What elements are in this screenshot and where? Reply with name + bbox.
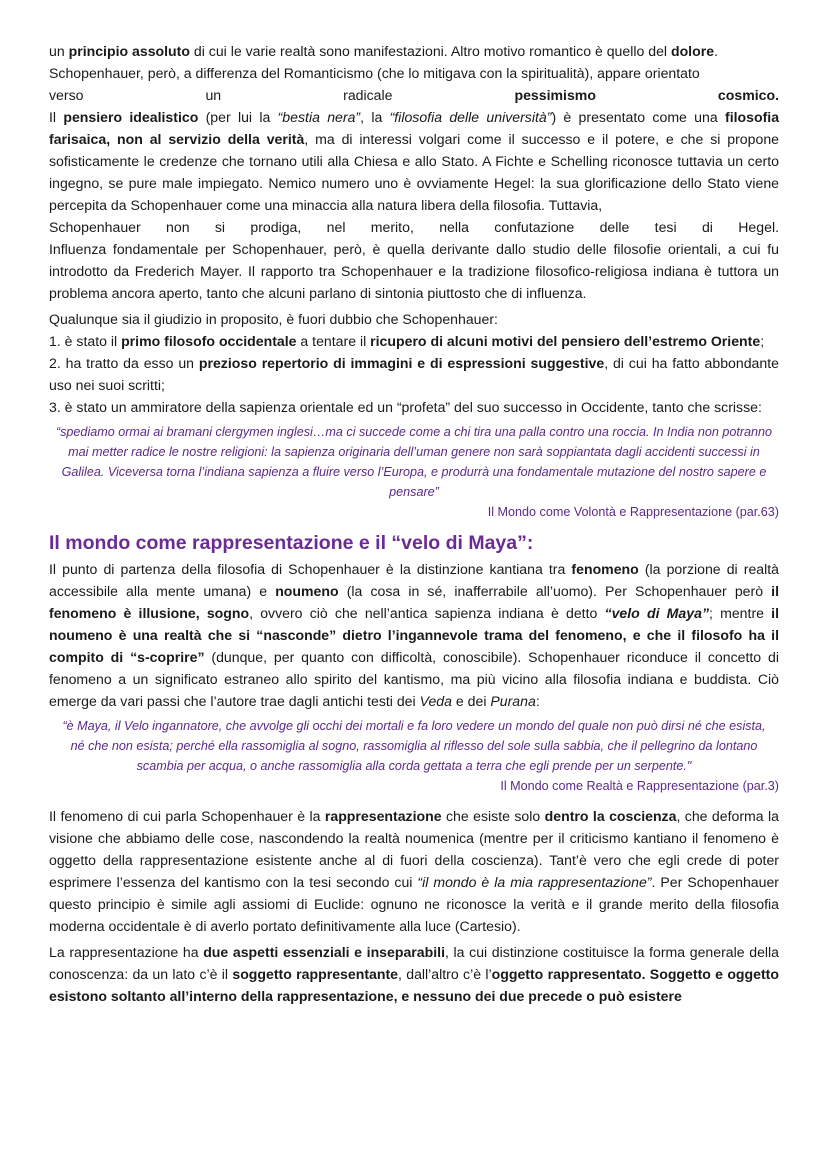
bold-term: pessimismo — [514, 87, 596, 103]
text-run: (la cosa in sé, inafferrabile all’uomo). Per Schopenhauer però — [338, 583, 772, 599]
italic-term: “il mondo è la mia rappresentazione” — [417, 874, 652, 890]
text-run: non — [166, 219, 190, 235]
list-item — [49, 330, 779, 352]
text-run: e dei — [451, 693, 491, 709]
bold-term: noumeno — [275, 583, 339, 599]
list-item: 3. è stato un ammiratore della sapienza orientale ed un “profeta” del suo successo in Occidente, tanto che scrisse: — [49, 399, 762, 415]
bold-term: oggetto rappresentato. Soggetto e oggetto esistono soltanto all’interno della rappresentazione, e nessuno dei due precede o può esistere — [49, 966, 779, 1004]
bold-term: rappresentazione — [324, 808, 442, 824]
paragraph-representation — [49, 805, 779, 937]
paragraph-subject-object — [49, 941, 779, 1007]
bold-term: il noumeno è una realtà che si “nasconde” dietro l’ingannevole trama del fenomeno, e che il filosofo ha il compito di “s-coprire” — [49, 605, 780, 665]
paragraph-phenomenon — [49, 558, 779, 712]
text-run: . — [714, 43, 718, 59]
bold-term: soggetto rappresentante — [232, 966, 398, 982]
text-run: nella — [439, 219, 469, 235]
text-run: radicale — [343, 87, 393, 103]
text-run: che esiste solo — [441, 808, 545, 824]
text-run: Il fenomeno di cui parla Schopenhauer è la — [49, 808, 325, 824]
text-run: , ovvero ciò che nell’antica sapienza indiana è detto — [249, 605, 605, 621]
text-run: (per lui la — [198, 109, 278, 125]
text-run: . Per Schopenhauer questo principio è simile agli assiomi di Euclide: ognuno ne riconosce la verità e il grande merito della filosofia moderna occidentale è di averlo portato definitivamente alla luce (Cartesio). — [49, 874, 779, 934]
text-run: , la — [360, 109, 390, 125]
text-run: delle — [599, 219, 630, 235]
text-run: a tentare il — [296, 333, 371, 349]
text-run: un — [205, 87, 222, 103]
text-run: , ma di interessi volgari come il successo e il potere, e che si propone sofisticamente le credenze che tornano utili alla Chiesa e allo Stato. A Fichte e Schelling riconosce tuttavia un certo ingegno, se pure male impiegato. Nemico numero uno è ovviamente Hegel: la sua glorificazione dello Stato viene percepita da Schopenhauer come una minaccia alla natura libera della filosofia. Tuttavia, — [49, 131, 779, 213]
text-run: , dall’altro c’è l’ — [398, 966, 492, 982]
bold-term: principio assoluto — [68, 43, 190, 59]
paragraph-oriental-influence — [49, 238, 779, 304]
quote-source: Il Mondo come Volontà e Rappresentazione (par.63) — [487, 505, 779, 519]
text-run: prodiga, — [250, 219, 302, 235]
section-heading: Il mondo come rappresentazione e il “velo di Maya”: — [49, 532, 534, 554]
text-run: 2. ha tratto da esso un — [49, 355, 199, 371]
text-run: merito, — [370, 219, 414, 235]
bold-term: il fenomeno è illusione, sogno — [49, 583, 779, 621]
italic-term: “filosofia delle università” — [389, 109, 552, 125]
bold-term: fenomeno — [571, 561, 639, 577]
text-run: , la cui distinzione costituisce la forma generale della conoscenza: da un lato c’è il — [49, 944, 780, 982]
quote-text: “è Maya, il Velo ingannatore, che avvolge gli occhi dei mortali e fa loro vedere un mondo del quale non può dirsi né che esista, né che non esista; perché ella rassomiglia al sogno, rassomiglia al riflesso del sole sulla sabbia, che il pellegrino da lontano scambia per acqua, o anche rassomiglia alla corda gettata a terra che egli prende per un serpente." — [62, 719, 766, 773]
list-intro: Qualunque sia il giudizio in proposito, è fuori dubbio che Schopenhauer: — [49, 311, 498, 327]
text-run: nel — [326, 219, 346, 235]
text-run: Il punto di partenza della filosofia di Schopenhauer è la distinzione kantiana tra — [49, 561, 572, 577]
text-run: verso — [49, 87, 84, 103]
text-run: Influenza fondamentale per Schopenhauer, però, è quella derivante dallo studio delle filosofie orientali, a cui fu introdotto da Frederich Mayer. Il rapporto tra Schopenhauer e la tradizione filosofico-religiosa indiana è tuttora un problema ancora aperto, tanto che alcuni parlano di sintonia piuttosto che di influenza. — [49, 241, 779, 301]
italic-term: Veda — [419, 693, 452, 709]
bold-italic-term: “velo di Maya” — [604, 605, 709, 621]
text-run: , di cui ha fatto abbondante uso nei suoi scritti; — [49, 355, 779, 393]
bold-term: ricupero di alcuni motivi del pensiero dell’estremo Oriente — [370, 333, 761, 349]
italic-term: “bestia nera” — [277, 109, 361, 125]
text-run: ) è presentato come una — [551, 109, 725, 125]
bold-term: pensiero idealistico — [63, 109, 199, 125]
text-run: , che deforma la visione che abbiamo delle cose, nascondendo la realtà noumenica (mentre per il criticismo kantiano il fenomeno è oggetto della rappresentazione esistente anche al di fuori della coscienza). Tant’è vero che egli crede di poter esprimere l’essenza del kantismo con la tesi secondo cui — [49, 808, 780, 890]
bold-term: dolore — [670, 43, 715, 59]
bold-term: cosmico. — [717, 87, 780, 103]
bold-term: dentro la coscienza — [544, 808, 677, 824]
document-page — [49, 40, 779, 1007]
text-run: di cui le varie realtà sono manifestazioni. Altro motivo romantico è quello del — [189, 43, 671, 59]
text-run: tesi — [654, 219, 677, 235]
paragraph-idealism-justified-line — [49, 216, 779, 238]
text-run: Hegel. — [738, 219, 779, 235]
text-run: 1. è stato il — [49, 333, 122, 349]
text-run: : — [535, 693, 540, 709]
text-run: Schopenhauer — [49, 219, 141, 235]
paragraph-romanticism-line2 — [49, 62, 779, 84]
paragraph-romanticism-line3 — [49, 84, 779, 106]
text-run: confutazione — [494, 219, 575, 235]
quote-source: Il Mondo come Realtà e Rappresentazione (par.3) — [500, 779, 779, 793]
text-run: ; mentre — [709, 605, 772, 621]
text-run: Schopenhauer, però, a differenza del Romanticismo (che lo mitigava con la spiritualità), appare orientato — [49, 65, 700, 81]
text-run: di — [701, 219, 713, 235]
quote-text: “spediamo ormai ai bramani clergymen inglesi…ma ci succede come a chi tira una palla contro una roccia. In India non potranno mai metter radice le nostre religioni: la sapienza originaria dell’uman genere non sarà soppiantata dagli accidenti successi in Galilea. Viceversa torna l’indiana sapienza a fluire verso l’Europa, e produrrà una fondamentale mutazione del nostro sapere e pensare” — [55, 425, 773, 499]
text-run: un — [49, 43, 69, 59]
paragraph-idealism — [49, 106, 779, 216]
text-run: ; — [760, 333, 765, 349]
bold-term: primo filosofo occidentale — [121, 333, 297, 349]
bold-term: due aspetti essenziali e inseparabili — [203, 944, 445, 960]
paragraph-romanticism — [49, 40, 779, 62]
text-run: (la porzione di realtà accessibile alla mente umana) e — [49, 561, 779, 599]
text-run: si — [214, 219, 226, 235]
text-run: Il — [49, 109, 64, 125]
list-item — [49, 352, 779, 396]
bold-term: prezioso repertorio di immagini e di espressioni suggestive — [198, 355, 605, 371]
text-run: La rappresentazione ha — [49, 944, 204, 960]
bold-term: filosofia farisaica, non al servizio della verità — [49, 109, 780, 147]
text-run: (dunque, per quanto con difficoltà, conoscibile). Schopenhauer riconduce il concetto di fenomeno a un significato estraneo allo spirito del kantismo, ma più vicino alla filosofia indiana e buddista. Ciò emerge da vari passi che l’autore trae dagli antichi testi dei — [49, 649, 779, 709]
italic-term: Purana — [490, 693, 536, 709]
